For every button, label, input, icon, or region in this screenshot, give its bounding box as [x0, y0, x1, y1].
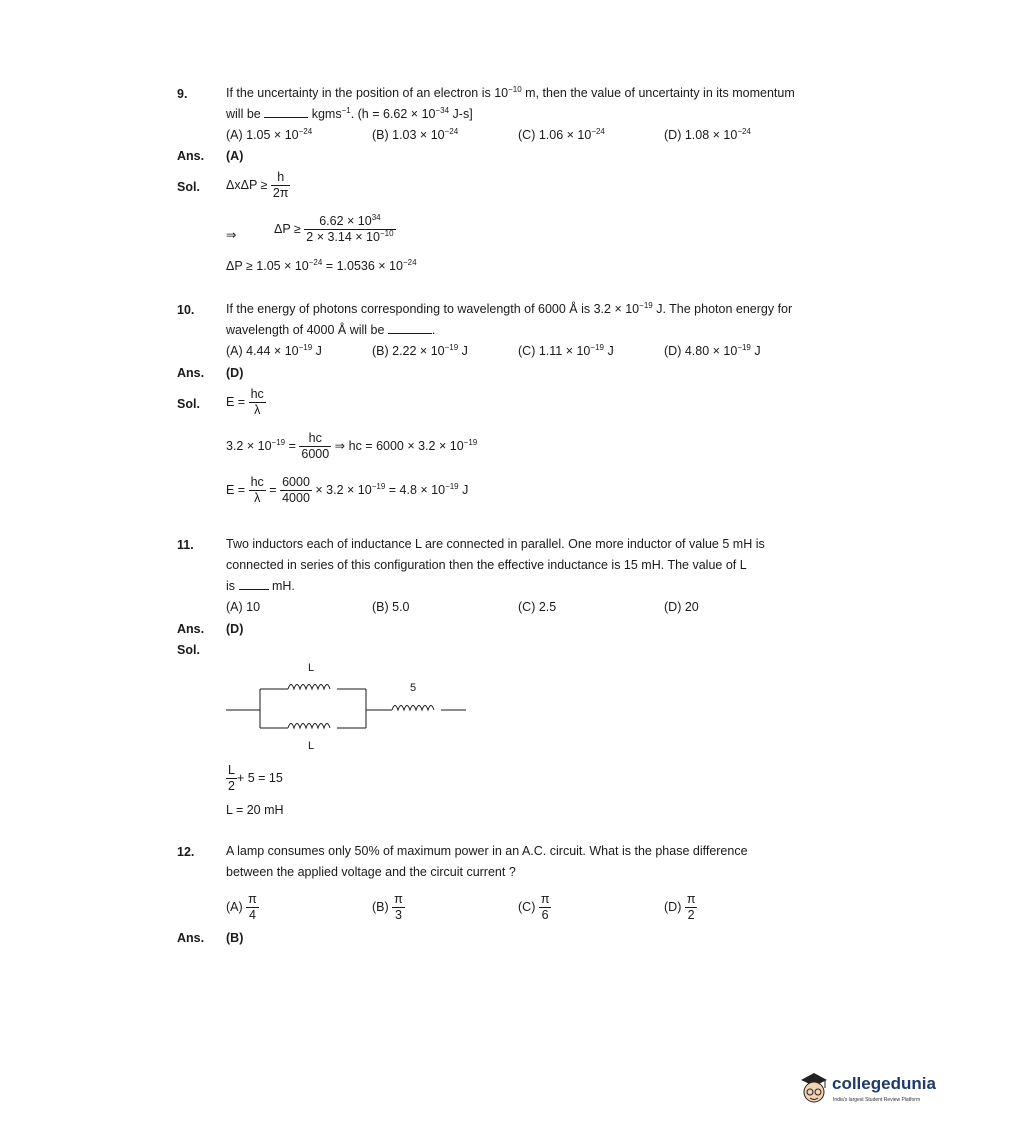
q11-text-line1: Two inductors each of inductance L are connected in parallel. One more inductor of value 5 mH is	[226, 537, 765, 551]
q10-text-line1: If the energy of photons corresponding to wavelength of 6000 Å is $3.2 \times 10^{-19}$ J. The photon energy for	[226, 301, 793, 316]
q9-sol-line1: ΔxΔP ≥ $\frac{h}{2\pi}$	[226, 170, 289, 200]
q9-text-line2: will be kgms$^{-1}$. ($h = 6.62 \times 10^{-34}$ J-s]	[226, 106, 473, 121]
collegedunia-tagline: India's largest Student Review Platform	[833, 1097, 921, 1103]
q9-sol-arrow: ⇒	[226, 228, 237, 242]
circuit-label-bottom: L	[308, 740, 315, 752]
circuit-label-top: L	[308, 662, 315, 674]
q10-option-c: (C) $1.11 \times 10^{-19}$ J	[518, 343, 614, 358]
q10-option-b: (B) $2.22 \times 10^{-19}$ J	[372, 343, 468, 358]
q12-answer: (B)	[226, 931, 244, 945]
q11-number: 11.	[177, 538, 194, 552]
circuit-label-series: 5	[410, 682, 417, 694]
q12-ans-label: Ans.	[177, 931, 205, 945]
collegedunia-logo-text: collegedunia	[832, 1074, 936, 1093]
inductor-circuit-diagram	[220, 660, 480, 760]
q12-option-d: (D) $\frac{\pi}{2}$	[664, 892, 696, 922]
q11-ans-label: Ans.	[177, 622, 205, 636]
q10-sol-line1: E = $\frac{hc}{\lambda}$	[226, 387, 264, 417]
q10-ans-label: Ans.	[177, 366, 205, 380]
q9-ans-label: Ans.	[177, 149, 205, 163]
q9-sol-line2: ΔP ≥ $\frac{6.62 \times 10^{34}}{2 \times 3.14 \times 10^{-10}}$	[274, 213, 394, 244]
q10-sol-label: Sol.	[177, 397, 200, 411]
q11-text-line3: is mH.	[226, 579, 295, 593]
q12-text-line2: between the applied voltage and the circuit current ?	[226, 865, 516, 879]
q11-sol-equation: $\frac{L}{2}$ + 5 = 15	[228, 763, 283, 793]
q11-sol-label: Sol.	[177, 643, 200, 657]
q10-answer: (D)	[226, 366, 244, 380]
q10-option-d: (D) $4.80 \times 10^{-19}$ J	[664, 343, 761, 358]
q9-text-line1: If the uncertainty in the position of an electron is $10^{-10}$ m, then the value of uncertainty in its momentum	[226, 85, 795, 100]
q11-option-a: (A) 10	[226, 600, 261, 614]
q9-sol-label: Sol.	[177, 180, 200, 194]
q12-option-c: (C) $\frac{\pi}{6}$	[518, 892, 550, 922]
q9-option-c: (C) $1.06 \times 10^{-24}$	[518, 127, 605, 142]
q10-number: 10.	[177, 303, 195, 317]
q11-sol-result: L = 20 mH	[226, 803, 284, 817]
q9-number: 9.	[177, 87, 188, 101]
q10-text-line2: wavelength of 4000 Å will be .	[226, 323, 436, 337]
q11-option-d: (D) 20	[664, 600, 699, 614]
q9-option-a: (A) $1.05 \times 10^{-24}$	[226, 127, 313, 142]
q10-sol-line3: E = $\frac{hc}{\lambda}$ = $\frac{6000}{4000}$ × $3.2 \times 10^{-19} = 4.8 \times 10^{-19}$ J	[226, 475, 469, 505]
q11-option-c: (C) 2.5	[518, 600, 557, 614]
q12-number: 12.	[177, 845, 195, 859]
q9-option-b: (B) $1.03 \times 10^{-24}$	[372, 127, 459, 142]
q12-option-a: (A) $\frac{\pi}{4}$	[226, 892, 257, 922]
q12-text-line1: A lamp consumes only 50% of maximum power in an A.C. circuit. What is the phase difference	[226, 844, 748, 858]
collegedunia-mascot-icon	[797, 1068, 831, 1108]
q12-option-b: (B) $\frac{\pi}{3}$	[372, 892, 403, 922]
q9-answer: (A)	[226, 149, 244, 163]
q11-option-b: (B) 5.0	[372, 600, 410, 614]
q11-text-line2: connected in series of this configuration then the effective inductance is 15 mH. The value of L	[226, 558, 747, 572]
q10-sol-line2: $3.2 \times 10^{-19}$ = $\frac{hc}{6000}$ ⇒ hc = $6000 \times 3.2 \times 10^{-19}$	[226, 431, 478, 461]
q9-option-d: (D) $1.08 \times 10^{-24}$	[664, 127, 751, 142]
q10-option-a: (A) $4.44 \times 10^{-19}$ J	[226, 343, 322, 358]
q9-sol-line3: $\Delta P \ge 1.05 \times 10^{-24} = 1.0536 \times 10^{-24}$	[226, 258, 417, 273]
q11-answer: (D)	[226, 622, 244, 636]
